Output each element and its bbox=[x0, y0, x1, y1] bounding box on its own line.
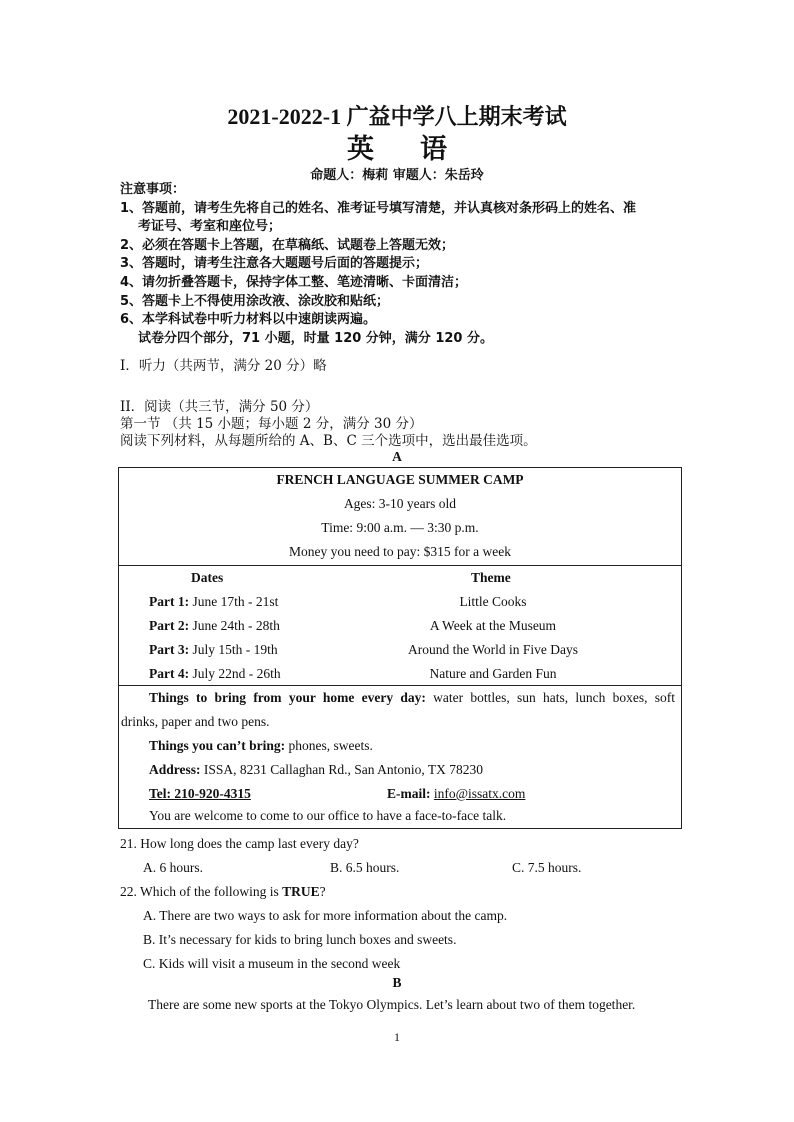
notes-heading: 注意事项： bbox=[120, 182, 186, 197]
address-label: Address: bbox=[149, 762, 201, 777]
email-line bbox=[387, 782, 525, 806]
q22-option-c: C. Kids will visit a museum in the second week bbox=[143, 956, 401, 971]
schedule-row bbox=[149, 614, 280, 638]
section-instruction: 阅读下列材料，从每题所给的 A、B、C 三个选项中，选出最佳选项。 bbox=[120, 433, 537, 449]
part-theme: Around the World in Five Days bbox=[407, 642, 579, 657]
question-21: 21. How long does the camp last every day? bbox=[120, 836, 359, 851]
question-22 bbox=[120, 884, 326, 900]
welcome-line: You are welcome to come to our office to have a face-to-face talk. bbox=[149, 808, 507, 823]
email-label: E-mail: bbox=[387, 786, 431, 801]
q22-text: 22. Which of the following is bbox=[120, 884, 283, 899]
q21-option-b: B. 6.5 hours. bbox=[330, 860, 400, 875]
section-reading-title: II．阅读（共三节，满分 50 分） bbox=[120, 399, 319, 415]
bring-text-cont: drinks, paper and two pens. bbox=[121, 714, 270, 729]
theme-header: Theme bbox=[471, 570, 511, 585]
authors-line: 命题人：梅莉 审题人：朱岳玲 bbox=[310, 168, 484, 183]
bring-line bbox=[149, 686, 675, 710]
part-label: Part 3: bbox=[149, 642, 190, 657]
section-part1: 第一节 （共 15 小题；每小题 2 分，满分 30 分） bbox=[120, 416, 423, 432]
part-theme: Little Cooks bbox=[459, 594, 527, 609]
exam-title: 2021-2022-1 广益中学八上期末考试 bbox=[227, 104, 567, 129]
note-item: 1、答题前，请考生先将自己的姓名、准考证号填写清楚，并认真核对条形码上的姓名、准 bbox=[120, 200, 637, 216]
camp-title: FRENCH LANGUAGE SUMMER CAMP bbox=[276, 472, 524, 487]
part-label: Part 1: bbox=[149, 594, 190, 609]
part-dates: June 17th - 21st bbox=[192, 594, 279, 609]
note-item: 试卷分四个部分，71 小题，时量 120 分钟，满分 120 分。 bbox=[138, 330, 493, 346]
page-number: 1 bbox=[394, 1030, 400, 1044]
passage-a-label: A bbox=[392, 449, 402, 464]
part-theme: Nature and Garden Fun bbox=[429, 666, 557, 681]
part-label: Part 4: bbox=[149, 666, 190, 681]
address-text: ISSA, 8231 Callaghan Rd., San Antonio, TX 78230 bbox=[203, 762, 484, 777]
note-item: 5、答题卡上不得使用涂改液、涂改胶和贴纸； bbox=[120, 293, 390, 309]
note-item: 考证号、考室和座位号； bbox=[138, 219, 282, 235]
q21-option-c: C. 7.5 hours. bbox=[512, 860, 582, 875]
tel-link[interactable]: Tel: 210-920-4315 bbox=[149, 786, 251, 801]
q22-emphasis: TRUE bbox=[282, 884, 320, 899]
tel-line bbox=[149, 782, 251, 806]
schedule-row bbox=[149, 662, 281, 686]
schedule-row bbox=[149, 590, 278, 614]
part-label: Part 2: bbox=[149, 618, 190, 633]
cant-bring-text: phones, sweets. bbox=[288, 738, 373, 753]
bring-label: Things to bring from your home every day: bbox=[149, 690, 426, 705]
part-dates: July 22nd - 26th bbox=[192, 666, 281, 681]
note-item: 6、本学科试卷中听力材料以中速朗读两遍。 bbox=[120, 312, 377, 328]
camp-info-table bbox=[118, 467, 682, 829]
camp-schedule-section bbox=[119, 566, 681, 686]
address-line bbox=[149, 758, 483, 782]
camp-money: Money you need to pay: $315 for a week bbox=[289, 544, 511, 559]
part-theme: A Week at the Museum bbox=[429, 618, 557, 633]
camp-details-section bbox=[119, 686, 681, 828]
email-link[interactable]: info@issatx.com bbox=[433, 786, 526, 801]
q22-mark: ? bbox=[319, 884, 326, 899]
passage-b-label: B bbox=[392, 975, 402, 990]
passage-b-intro: There are some new sports at the Tokyo Olympics. Let’s learn about two of them together. bbox=[148, 997, 636, 1012]
camp-header-section bbox=[119, 468, 681, 566]
part-dates: June 24th - 28th bbox=[192, 618, 280, 633]
schedule-row bbox=[149, 638, 278, 662]
note-item: 3、答题时，请考生注意各大题题号后面的答题提示； bbox=[120, 256, 429, 272]
q22-option-b: B. It’s necessary for kids to bring lunch boxes and sweets. bbox=[143, 932, 457, 947]
section-listening: I．听力（共两节，满分 20 分）略 bbox=[120, 358, 327, 374]
cant-bring-line bbox=[149, 734, 373, 758]
note-item: 2、必须在答题卡上答题，在草稿纸、试题卷上答题无效； bbox=[120, 237, 455, 253]
camp-ages: Ages: 3-10 years old bbox=[343, 496, 457, 511]
camp-time: Time: 9:00 a.m. — 3:30 p.m. bbox=[321, 520, 479, 535]
part-dates: July 15th - 19th bbox=[192, 642, 278, 657]
exam-notes bbox=[120, 181, 685, 348]
q22-option-a: A. There are two ways to ask for more information about the camp. bbox=[143, 908, 508, 923]
cant-bring-label: Things you can’t bring: bbox=[149, 738, 286, 753]
subject-title: 英语 bbox=[347, 134, 493, 165]
dates-header: Dates bbox=[191, 570, 224, 585]
note-item: 4、请勿折叠答题卡，保持字体工整、笔迹清晰、卡面清洁； bbox=[120, 274, 468, 290]
q21-option-a: A. 6 hours. bbox=[143, 860, 203, 875]
bring-text: water bottles, sun hats, lunch boxes, soft bbox=[433, 690, 676, 705]
